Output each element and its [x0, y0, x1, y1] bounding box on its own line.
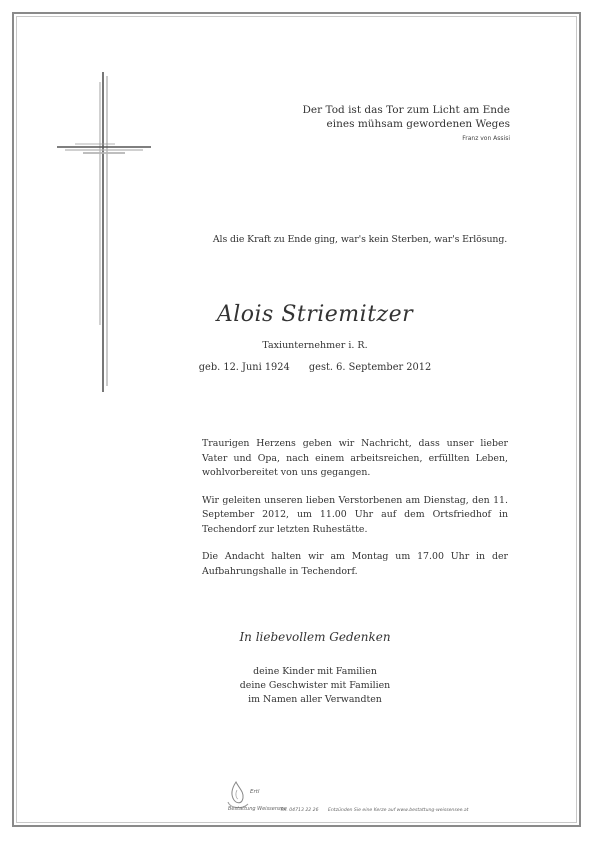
- mourners-list: [200, 665, 430, 707]
- verse: Als die Kraft zu Ende ging, war's kein Sterben, war's Erlösung.: [212, 234, 508, 245]
- footer-brand: Bestattung Weissensee: [228, 806, 287, 812]
- deceased-dates: [170, 362, 460, 373]
- footer-contact: [280, 808, 468, 813]
- deceased-name: Alois Striemitzer: [216, 302, 414, 327]
- announcement-paragraph: Wir geleiten unseren lieben Verstorbenen am Dienstag, den 11. September 2012, um 11.00 Uhr auf dem Ortsfriedhof in Techendorf zur letzten Ruhestätte.: [202, 494, 508, 535]
- cross-icon: [55, 70, 155, 395]
- birth-date: geb. 12. Juni 1924: [198, 362, 290, 373]
- announcement-paragraph: Die Andacht halten wir am Montag um 17.00 Uhr in der Aufbahrungshalle in Techendorf.: [202, 551, 508, 577]
- mourner-line: deine Kinder mit Familien: [253, 666, 377, 677]
- quote-block: [250, 103, 510, 146]
- mourner-line: deine Geschwister mit Familien: [239, 680, 391, 691]
- quote-line-1: Der Tod ist das Tor zum Licht am Ende: [302, 104, 510, 116]
- footer-phone: Tel. 04713 22 26: [280, 808, 319, 813]
- mourner-line: im Namen aller Verwandten: [248, 694, 382, 705]
- footer-ertl: Ertl: [250, 789, 260, 795]
- deceased-occupation: Taxiunternehmer i. R.: [262, 340, 368, 351]
- announcement-text: [202, 437, 508, 592]
- quote-author: Franz von Assisi: [462, 135, 510, 142]
- death-date: gest. 6. September 2012: [308, 362, 432, 373]
- quote-line-2: eines mühsam gewordenen Weges: [326, 118, 510, 130]
- footer-website-note[interactable]: Entzünden Sie eine Kerze auf www.bestattung-weissensee.at: [327, 808, 469, 813]
- memory-heading: In liebevollem Gedenken: [239, 630, 391, 644]
- announcement-paragraph: Traurigen Herzens geben wir Nachricht, dass unser lieber Vater und Opa, nach einem arbeitsreichen, erfüllten Leben, wohlvorbereitet von uns gegangen.: [202, 438, 508, 478]
- footer: [222, 780, 522, 820]
